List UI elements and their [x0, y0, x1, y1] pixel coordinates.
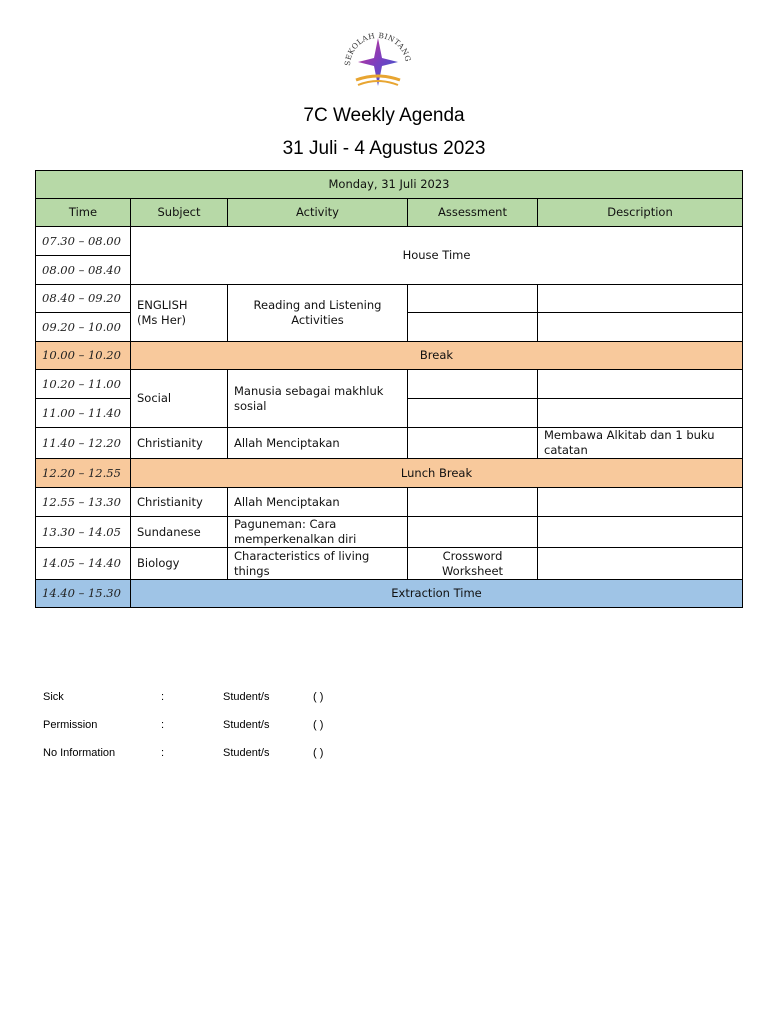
activity-cell: Manusia sebagai makhluk sosial [228, 370, 408, 428]
agenda-table [35, 170, 743, 608]
time-cell: 08.40 – 09.20 [36, 285, 131, 313]
time-cell: 09.20 – 10.00 [36, 313, 131, 342]
subject-cell: Christianity [131, 488, 228, 517]
description-cell [538, 370, 743, 399]
description-cell: Membawa Alkitab dan 1 buku catatan [538, 428, 743, 459]
time-cell: 12.20 – 12.55 [36, 459, 131, 488]
time-cell: 11.40 – 12.20 [36, 428, 131, 459]
activity-cell: Reading and Listening Activities [228, 285, 408, 342]
description-cell [538, 488, 743, 517]
description-cell [538, 399, 743, 428]
attendance-students: Student/s [223, 719, 270, 731]
subject-cell: Sundanese [131, 517, 228, 548]
column-header-row [36, 199, 743, 227]
attendance-label: Permission [43, 719, 98, 731]
attendance-count: ( ) [313, 719, 324, 731]
time-cell: 07.30 – 08.00 [36, 227, 131, 256]
day-header-row [36, 171, 743, 199]
logo-text: SEKOLAH BINTANG [342, 30, 413, 67]
attendance-colon: : [161, 691, 165, 703]
assessment-cell [408, 399, 538, 428]
break-row [36, 342, 743, 370]
time-cell: 11.00 – 11.40 [36, 399, 131, 428]
time-cell: 12.55 – 13.30 [36, 488, 131, 517]
subject-cell: Biology [131, 548, 228, 580]
table-row [36, 227, 743, 256]
attendance-colon: : [161, 719, 165, 731]
extraction-row [36, 580, 743, 608]
attendance-students: Student/s [223, 747, 270, 759]
description-cell [538, 285, 743, 313]
column-header-time: Time [36, 199, 131, 227]
activity-cell: Allah Menciptakan [228, 428, 408, 459]
time-cell: 14.40 – 15.30 [36, 580, 131, 608]
page-title: 7C Weekly Agenda [303, 105, 465, 126]
assessment-cell [408, 517, 538, 548]
attendance-colon: : [161, 747, 165, 759]
attendance-students: Student/s [223, 691, 270, 703]
activity-cell: Allah Menciptakan [228, 488, 408, 517]
attendance-count: ( ) [313, 747, 324, 759]
column-header-subject: Subject [131, 199, 228, 227]
description-cell [538, 313, 743, 342]
table-row [36, 517, 743, 548]
assessment-cell [408, 370, 538, 399]
table-row [36, 548, 743, 580]
day-header: Monday, 31 Juli 2023 [36, 171, 743, 199]
break-cell: Break [131, 342, 743, 370]
assessment-cell [408, 488, 538, 517]
attendance-label: No Information [43, 747, 116, 759]
assessment-cell [408, 285, 538, 313]
attendance-count: ( ) [313, 691, 324, 703]
time-cell: 14.05 – 14.40 [36, 548, 131, 580]
house-time-cell: House Time [131, 227, 743, 285]
table-row [36, 285, 743, 313]
subject-teacher: (Ms Her) [137, 313, 186, 327]
page-subtitle: 31 Juli - 4 Agustus 2023 [282, 138, 486, 159]
description-cell [538, 517, 743, 548]
activity-cell: Characteristics of living things [228, 548, 408, 580]
table-row [36, 488, 743, 517]
time-cell: 08.00 – 08.40 [36, 256, 131, 285]
assessment-cell [408, 428, 538, 459]
column-header-assessment: Assessment [408, 199, 538, 227]
subject-cell: Christianity [131, 428, 228, 459]
lunch-break-cell: Lunch Break [131, 459, 743, 488]
school-logo [340, 24, 416, 100]
assessment-cell: Crossword Worksheet [408, 548, 538, 580]
table-row [36, 370, 743, 399]
extraction-time-cell: Extraction Time [131, 580, 743, 608]
lunch-break-row [36, 459, 743, 488]
description-cell [538, 548, 743, 580]
time-cell: 10.00 – 10.20 [36, 342, 131, 370]
table-row [36, 428, 743, 459]
subject-cell: Social [131, 370, 228, 428]
assessment-cell [408, 313, 538, 342]
activity-cell: Paguneman: Cara memperkenalkan diri [228, 517, 408, 548]
subject-name: ENGLISH [137, 298, 188, 312]
column-header-description: Description [538, 199, 743, 227]
attendance-label: Sick [43, 691, 64, 703]
subject-cell [131, 285, 228, 342]
time-cell: 10.20 – 11.00 [36, 370, 131, 399]
time-cell: 13.30 – 14.05 [36, 517, 131, 548]
column-header-activity: Activity [228, 199, 408, 227]
